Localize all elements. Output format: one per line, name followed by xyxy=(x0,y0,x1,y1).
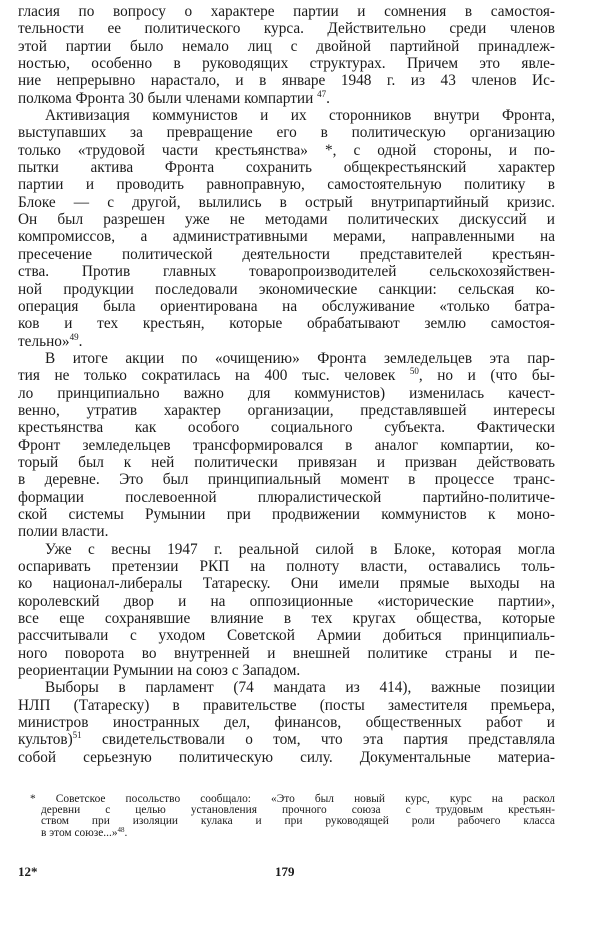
text-line xyxy=(18,194,555,211)
footnote-ref: 50 xyxy=(409,366,419,377)
line-text: тельно» xyxy=(18,332,70,350)
text-line xyxy=(18,281,555,298)
line-text: рассчитывали с уходом Советской Армии добиться принципиаль- xyxy=(18,627,555,645)
signature-mark: 12* xyxy=(18,864,38,879)
text-line xyxy=(18,679,555,696)
line-text: ного поворота во внутренней и внешней политике страны и пе- xyxy=(18,644,555,662)
text-line xyxy=(18,471,555,488)
text-line xyxy=(30,825,555,839)
text-line xyxy=(18,142,555,159)
text-line xyxy=(18,3,555,20)
paragraph xyxy=(18,541,555,680)
line-text: деревни с целью установления прочного союза с трудовым крестьян- xyxy=(41,804,555,817)
line-text: , но и (что бы- xyxy=(418,367,555,385)
line-text: НЛП (Татареску) в правительстве (посты заместителя премьера, xyxy=(18,696,555,714)
line-text: в этом союзе...» xyxy=(41,826,118,839)
line-text: ства. Против главных товаропроизводителей сельскохозяйствен- xyxy=(18,263,555,281)
text-line xyxy=(18,662,555,679)
line-text: венно, утратив характер организации, представлявшей интересы xyxy=(18,401,555,419)
line-text: тия не только сократилась на 400 тыс. человек xyxy=(18,367,410,385)
paragraph xyxy=(18,350,555,541)
line-text: министров иностранных дел, финансов, общественных работ и xyxy=(18,714,555,732)
text-line xyxy=(18,610,555,627)
line-text: * Советское посольство сообщало: «Это был новый курс, курс на раскол xyxy=(30,793,555,805)
line-text: оспаривать претензии РКП на полноту власти, оставались толь- xyxy=(18,558,555,575)
footnote-ref: 48 xyxy=(117,825,125,834)
line-text: крестьянства как особого социального субъекта. Фактически xyxy=(18,419,555,437)
text-line xyxy=(18,575,555,592)
line-text: ков и тех крестьян, которые обрабатывают землю самостоя- xyxy=(18,315,555,333)
line-text: собой серьезную политическую силу. Документальные материа- xyxy=(18,748,555,766)
line-text: формации послевоенной плюралистической партийно-политиче- xyxy=(18,488,555,506)
text-line xyxy=(18,645,555,662)
text-line xyxy=(18,263,555,280)
line-text: полии власти. xyxy=(18,523,109,541)
text-line xyxy=(18,558,555,575)
line-text: ностью, особенно в руководящих структурах. Причем это явле- xyxy=(18,55,555,73)
text-line xyxy=(18,72,555,89)
text-line xyxy=(18,211,555,228)
line-text: ской системы Румынии при продвижении коммунистов к моно- xyxy=(18,505,555,523)
line-text: Уже с весны 1947 г. реальной силой в Блоке, которая могла xyxy=(45,540,555,558)
paragraph xyxy=(18,679,555,766)
line-text: ко национал-либералы Татареску. Они имели прямые выходы на xyxy=(18,575,555,593)
paragraph xyxy=(18,3,555,107)
footnote-ref: 47 xyxy=(317,88,327,99)
text-line xyxy=(18,38,555,55)
text-line xyxy=(18,593,555,610)
line-text: В итоге акции по «очищению» Фронта земледельцев эта пар- xyxy=(45,349,555,367)
line-text: ло принципиально важно для коммунистов) изменилась качест- xyxy=(18,384,555,402)
line-text: полкома Фронта 30 были членами компартии xyxy=(18,89,318,107)
text-line xyxy=(18,228,555,245)
line-text: . xyxy=(124,826,128,839)
line-text: только «трудовой части крестьянства» *, с одной стороны, и по- xyxy=(18,141,555,159)
text-line xyxy=(18,367,555,384)
line-text: свидетельствовали о том, что эта партия представляла xyxy=(81,731,555,749)
line-text: . xyxy=(326,89,330,107)
line-text: этой партии было немало лиц с двойной партийной принадлеж- xyxy=(18,37,555,55)
text-line xyxy=(18,298,555,315)
line-text: выступавших за превращение его в политическую организацию xyxy=(18,124,555,142)
text-line xyxy=(18,124,555,141)
text-line xyxy=(18,176,555,193)
line-text: гласия по вопросу о характере партии и сомнения в самостоя- xyxy=(18,3,555,20)
text-line xyxy=(18,333,555,350)
text-line xyxy=(18,90,555,107)
page-footer xyxy=(18,864,555,880)
line-text: культов) xyxy=(18,731,73,749)
text-line xyxy=(18,55,555,72)
line-text: операция была ориентирована на обслуживание «только батра- xyxy=(18,297,555,315)
text-line xyxy=(18,159,555,176)
text-line xyxy=(18,385,555,402)
footnote-ref: 49 xyxy=(69,331,79,342)
line-text: Он был разрешен уже не методами политических дискуссий и xyxy=(18,211,555,229)
text-line xyxy=(18,697,555,714)
line-text: партии и проводить равноправную, самостоятельную политику в xyxy=(18,176,555,194)
text-line xyxy=(18,315,555,332)
line-text: . xyxy=(78,332,83,350)
text-line xyxy=(18,506,555,523)
main-text xyxy=(18,3,555,766)
line-text: Блоке — с другой, вылились в острый внутрипартийный кризис. xyxy=(18,193,555,211)
text-line xyxy=(18,731,555,748)
line-text: торый был к ней политически привязан и призван действовать xyxy=(18,453,555,471)
text-line xyxy=(18,523,555,540)
paragraph xyxy=(18,107,555,350)
line-text: в деревне. Это был принципиальный момент в процессе транс- xyxy=(18,471,555,489)
text-line xyxy=(18,20,555,37)
line-text: реориентации Румынии на союз с Западом. xyxy=(18,662,301,680)
line-text: тельности ее политического курса. Действительно среди членов xyxy=(18,20,555,38)
line-text: Выборы в парламент (74 мандата из 414), важные позиции xyxy=(45,679,555,697)
line-text: компромиссов, а административными мерами, направленными на xyxy=(18,228,555,246)
line-text: ством при изоляции кулака и при руководящей роли рабочего класса xyxy=(41,815,555,828)
text-line xyxy=(18,107,555,124)
text-line xyxy=(18,350,555,367)
line-text: пытки актива Фронта сохранить общекрестьянский характер xyxy=(18,159,555,177)
text-line xyxy=(18,749,555,766)
text-line xyxy=(18,541,555,558)
line-text: королевский двор и на оппозиционные «исторические партии», xyxy=(18,592,555,610)
page-number: 179 xyxy=(275,864,295,879)
text-line xyxy=(18,489,555,506)
line-text: ной продукции последовали экономические санкции: сельская ко- xyxy=(18,280,555,298)
text-line xyxy=(18,402,555,419)
text-line xyxy=(18,437,555,454)
footnote xyxy=(30,794,555,839)
text-line xyxy=(18,419,555,436)
line-text: Фронт земледельцев трансформировался в аналог компартии, ко- xyxy=(18,436,555,454)
footnote-ref: 51 xyxy=(72,730,82,741)
text-line xyxy=(18,246,555,263)
text-line xyxy=(18,714,555,731)
line-text: все еще сохранявшие влияние в тех кругах общества, которые xyxy=(18,610,555,628)
line-text: Активизация коммунистов и их сторонников внутри Фронта, xyxy=(45,107,555,125)
text-line xyxy=(18,627,555,644)
line-text: ние непрерывно нарастало, и в январе 1948 г. из 43 членов Ис- xyxy=(18,72,555,90)
text-line xyxy=(18,454,555,471)
line-text: пресечение политической деятельности представителей крестьян- xyxy=(18,245,555,263)
